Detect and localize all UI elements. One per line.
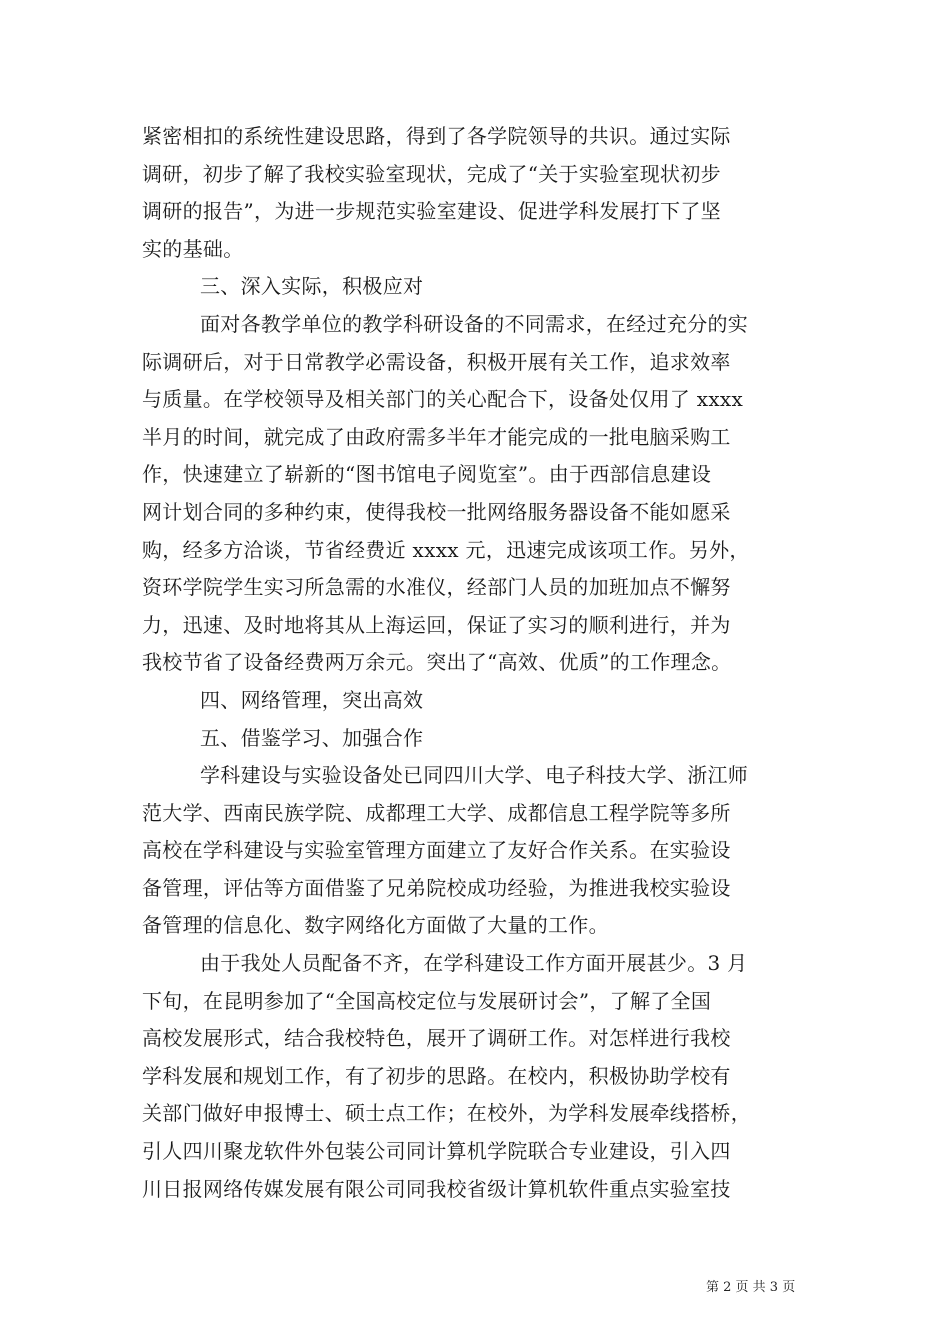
- text-line: 面对各教学单位的教学科研设备的不同需求，在经过充分的实: [200, 311, 749, 336]
- text-line: 备管理，评估等方面借鉴了兄弟院校成功经验，为推进我校实验设: [142, 875, 731, 900]
- text-line: 购，经多方洽谈，节省经费近 xxxx 元，迅速完成该项工作。另外，: [142, 537, 750, 562]
- text-line: 学科发展和规划工作，有了初步的思路。在校内，积极协助学校有: [142, 1063, 731, 1088]
- text-line: 实的基础。: [142, 236, 244, 261]
- text-line: 力，迅速、及时地将其从上海运回，保证了实习的顺利进行，并为: [142, 612, 731, 637]
- text-line: 调研，初步了解了我校实验室现状，完成了“关于实验室现状初步: [142, 161, 721, 186]
- text-line: 范大学、西南民族学院、成都理工大学、成都信息工程学院等多所: [142, 800, 731, 825]
- text-line: 半月的时间，就完成了由政府需多半年才能完成的一批电脑采购工: [142, 424, 731, 449]
- text-line: 调研的报告”，为进一步规范实验室建设、促进学科发展打下了坚: [142, 199, 721, 224]
- text-line: 引人四川聚龙软件外包装公司同计算机学院联合专业建设，引入四: [142, 1139, 731, 1164]
- section-heading: 四、网络管理，突出高效: [200, 687, 424, 712]
- text-line: 高校在学科建设与实验室管理方面建立了友好合作关系。在实验设: [142, 838, 731, 863]
- text-line: 学科建设与实验设备处已同四川大学、电子科技大学、浙江师: [200, 763, 749, 788]
- body-text: [142, 118, 822, 1208]
- text-line: 备管理的信息化、数字网络化方面做了大量的工作。: [142, 913, 609, 938]
- text-line: 作，快速建立了崭新的“图书馆电子阅览室”。由于西部信息建设: [142, 462, 712, 487]
- section-heading: 三、深入实际，积极应对: [200, 274, 424, 299]
- page-number: 第 2 页 共 3 页: [706, 1280, 796, 1295]
- text-line: 下旬，在昆明参加了“全国高校定位与发展研讨会”，了解了全国: [142, 988, 712, 1013]
- text-line: 与质量。在学校领导及相关部门的关心配合下，设备处仅用了 xxxx: [142, 387, 744, 412]
- text-line: 紧密相扣的系统性建设思路，得到了各学院领导的共识。通过实际: [142, 124, 731, 148]
- text-line: 由于我处人员配备不齐，在学科建设工作方面开展甚少。3 月: [200, 951, 748, 976]
- text-line: 川日报网络传媒发展有限公司同我校省级计算机软件重点实验室技: [142, 1176, 731, 1201]
- text-line: 网计划合同的多种约束，使得我校一批网络服务器设备不能如愿采: [142, 499, 731, 524]
- text-line: 资环学院学生实习所急需的水准仪，经部门人员的加班加点不懈努: [142, 575, 731, 600]
- text-line: 我校节省了设备经费两万余元。突出了“高效、优质”的工作理念。: [142, 650, 732, 675]
- text-line: 高校发展形式，结合我校特色，展开了调研工作。对怎样进行我校: [142, 1026, 731, 1051]
- text-line: 关部门做好申报博士、硕士点工作；在校外，为学科发展牵线搭桥，: [142, 1101, 751, 1126]
- section-heading: 五、借鉴学习、加强合作: [200, 725, 424, 750]
- text-line: 际调研后，对于日常教学必需设备，积极开展有关工作，追求效率: [142, 349, 731, 374]
